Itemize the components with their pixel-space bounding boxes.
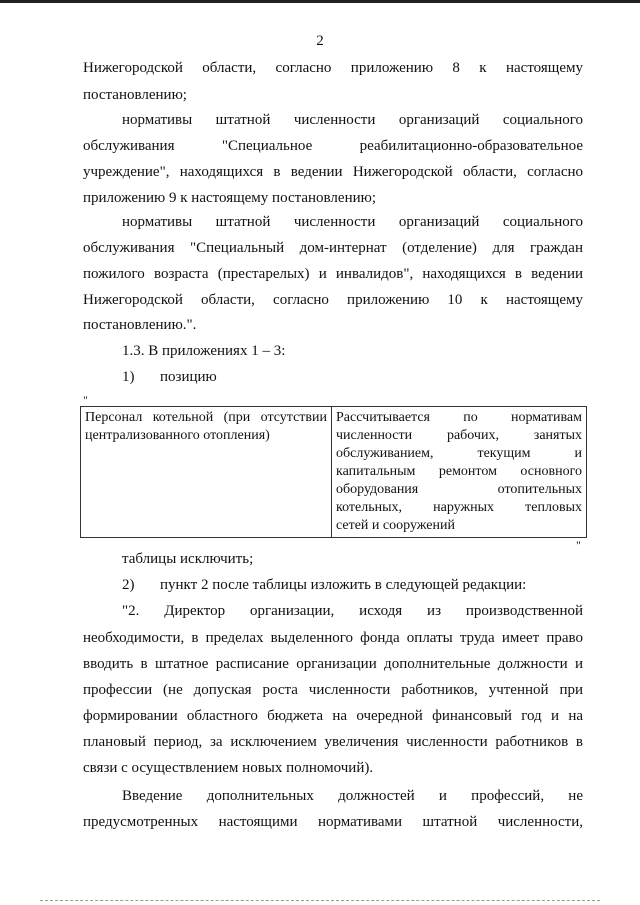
cell-line: Персонал котельной (при отсутствии (85, 410, 327, 425)
text-line: необходимости, в пределах выделенного фонда оплаты труда имеет право (83, 630, 583, 646)
text-line: связи с осуществлением новых полномочий). (83, 760, 374, 776)
top-border (0, 0, 640, 3)
cell-line: оборудования отопительных (336, 482, 582, 497)
text-line: позицию (160, 369, 217, 385)
section-heading: 1.3. В приложениях 1 – 3: (122, 343, 286, 359)
cell-line: численности рабочих, занятых (336, 428, 582, 443)
close-quote: " (576, 538, 581, 552)
text-line: пункт 2 после таблицы изложить в следующей редакции: (160, 577, 527, 593)
page-number: 2 (316, 33, 324, 49)
text-line: постановлению; (83, 87, 187, 103)
list-number: 1) (122, 369, 135, 385)
position-table (80, 406, 587, 538)
open-quote: " (83, 393, 88, 407)
cell-line: централизованного отопления) (85, 428, 270, 443)
table-cell-position (81, 407, 332, 538)
text-line: таблицы исключить; (122, 551, 254, 567)
list-number: 2) (122, 577, 135, 593)
table-row (81, 407, 587, 538)
text-line: плановый период, за исключением увеличения численности работников в (83, 734, 583, 750)
text-line: обслуживания "Специальное реабилитационно-образовательное (83, 138, 583, 154)
cell-line: котельных, наружных тепловых (336, 500, 582, 515)
text-line: нормативы штатной численности организаций социального (122, 112, 583, 128)
cell-line: обслуживанием, текущим и (336, 446, 582, 461)
text-line: Нижегородской области, согласно приложению 10 к настоящему (83, 292, 583, 308)
cell-line: сетей и сооружений (336, 518, 455, 533)
text-line: вводить в штатное расписание организации дополнительные должности и (83, 656, 583, 672)
bottom-border (40, 900, 600, 901)
text-line: Нижегородской области, согласно приложению 8 к настоящему (83, 60, 583, 76)
text-line: предусмотренных настоящими нормативами штатной численности, (83, 814, 583, 830)
cell-line: капитальным ремонтом основного (336, 464, 582, 479)
table-cell-description (332, 407, 587, 538)
text-line: формировании областного бюджета на очередной финансовый год и на (83, 708, 583, 724)
text-line: Введение дополнительных должностей и профессий, не (122, 788, 583, 804)
text-line: пожилого возраста (престарелых) и инвалидов", находящихся в ведении (83, 266, 583, 282)
text-line: обслуживания "Специальный дом-интернат (отделение) для граждан (83, 240, 583, 256)
text-line: учреждение", находящихся в ведении Нижегородской области, согласно (83, 164, 583, 180)
text-line: профессии (не допуская роста численности работников, учтенной при (83, 682, 583, 698)
text-line: нормативы штатной численности организаций социального (122, 214, 583, 230)
text-line: постановлению.". (83, 317, 197, 333)
text-line: приложению 9 к настоящему постановлению; (83, 190, 376, 206)
cell-line: Рассчитывается по нормативам (336, 410, 582, 425)
text-line: "2. Директор организации, исходя из производственной (122, 603, 583, 619)
